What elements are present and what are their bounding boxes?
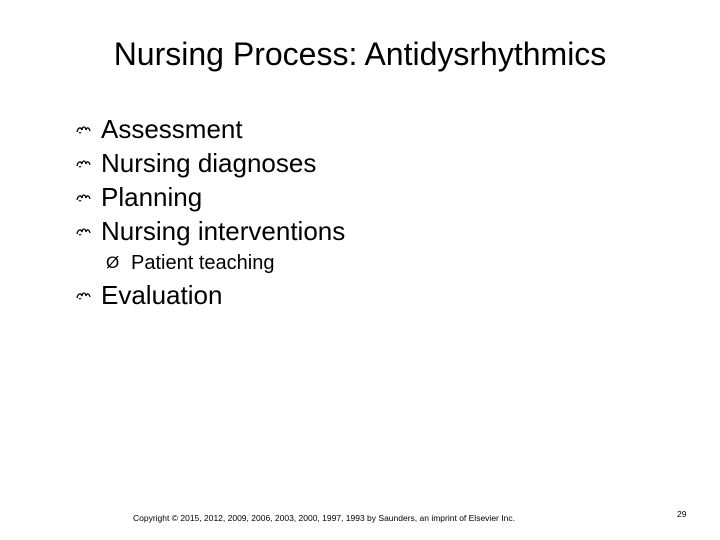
sub-bullet-item (76, 248, 345, 278)
copyright-footer: Copyright © 2015, 2012, 2009, 2006, 2003, 2000, 1997, 1993 by Saunders, an imprint of Elsevier Inc. (133, 513, 515, 523)
bullet-label: Assessment (101, 114, 243, 144)
sub-bullet-label: Patient teaching (131, 252, 275, 274)
bullet-label: Evaluation (101, 280, 223, 310)
bullet-item (76, 180, 345, 214)
page-number: 29 (677, 509, 687, 519)
bullet-item (76, 214, 345, 248)
bullet-item (76, 146, 345, 180)
bullet-label: Planning (101, 182, 203, 212)
curled-bullet-icon (76, 225, 91, 237)
curled-bullet-icon (76, 289, 91, 301)
bullet-item (76, 112, 345, 146)
bullet-label: Nursing interventions (101, 216, 346, 246)
slide-title: Nursing Process: Antidysrhythmics (113, 36, 607, 72)
bullet-list (76, 112, 345, 312)
curled-bullet-icon (76, 157, 91, 169)
bullet-label: Nursing diagnoses (101, 148, 317, 178)
bullet-item (76, 278, 345, 312)
curled-bullet-icon (76, 123, 91, 135)
curled-bullet-icon (76, 191, 91, 203)
arrowhead-bullet-icon: Ø (106, 253, 120, 272)
